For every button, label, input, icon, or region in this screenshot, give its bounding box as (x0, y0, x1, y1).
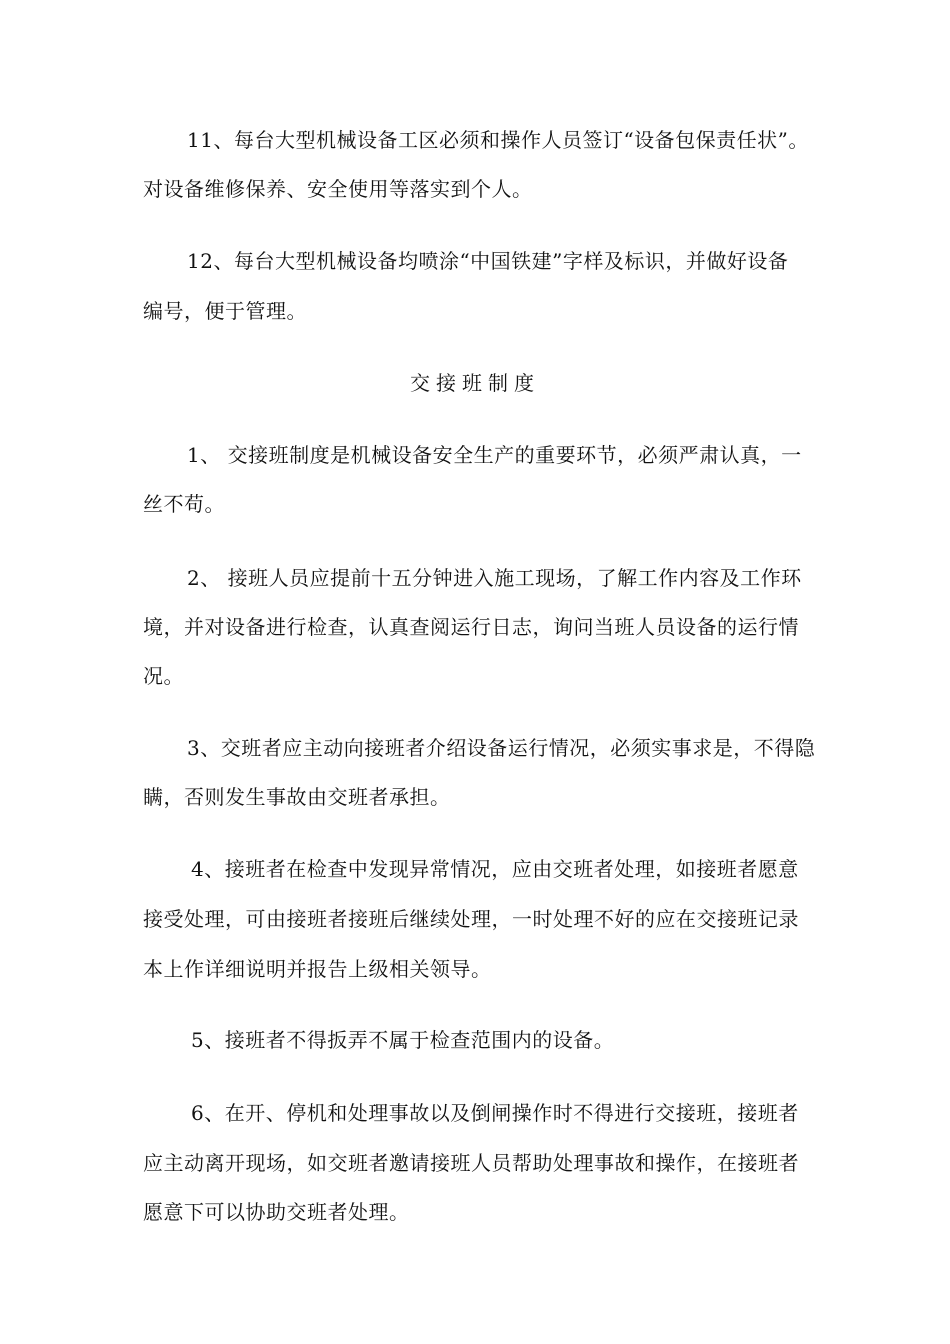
paragraph-11-line-1: 11、每台大型机械设备工区必须和操作人员签订“设备包保责任状”。 (187, 128, 809, 152)
item-6-line-3: 愿意下可以协助交班者处理。 (143, 1200, 410, 1224)
paragraph-11-line-2: 对设备维修保养、安全使用等落实到个人。 (143, 177, 533, 201)
item-1-line-2: 丝不苟。 (143, 492, 225, 516)
section-title: 交接班制度 (410, 371, 540, 395)
item-1-line-1: 1、 交接班制度是机械设备安全生产的重要环节，必须严肃认真，一 (187, 443, 802, 467)
item-4-line-1: 4、接班者在检查中发现异常情况，应由交班者处理，如接班者愿意 (191, 857, 799, 881)
item-4-line-3: 本上作详细说明并报告上级相关领导。 (143, 957, 492, 981)
item-2-line-2: 境，并对设备进行检查，认真查阅运行日志，询问当班人员设备的运行情 (143, 615, 799, 639)
item-2-line-1: 2、 接班人员应提前十五分钟进入施工现场，了解工作内容及工作环 (187, 566, 802, 590)
paragraph-12-line-2: 编号，便于管理。 (143, 299, 307, 323)
paragraph-12-line-1: 12、每台大型机械设备均喷涂“中国铁建”字样及标识，并做好设备 (187, 249, 789, 273)
item-3-line-1: 3、交班者应主动向接班者介绍设备运行情况，必须实事求是，不得隐 (187, 736, 816, 760)
item-6-line-1: 6、在开、停机和处理事故以及倒闸操作时不得进行交接班，接班者 (191, 1101, 799, 1125)
item-2-line-3: 况。 (143, 664, 184, 688)
item-4-line-2: 接受处理，可由接班者接班后继续处理，一时处理不好的应在交接班记录 (143, 907, 799, 931)
item-6-line-2: 应主动离开现场，如交班者邀请接班人员帮助处理事故和操作，在接班者 (143, 1151, 799, 1175)
item-3-line-2: 瞒，否则发生事故由交班者承担。 (143, 785, 451, 809)
item-5-line-1: 5、接班者不得扳弄不属于检查范围内的设备。 (191, 1028, 615, 1052)
